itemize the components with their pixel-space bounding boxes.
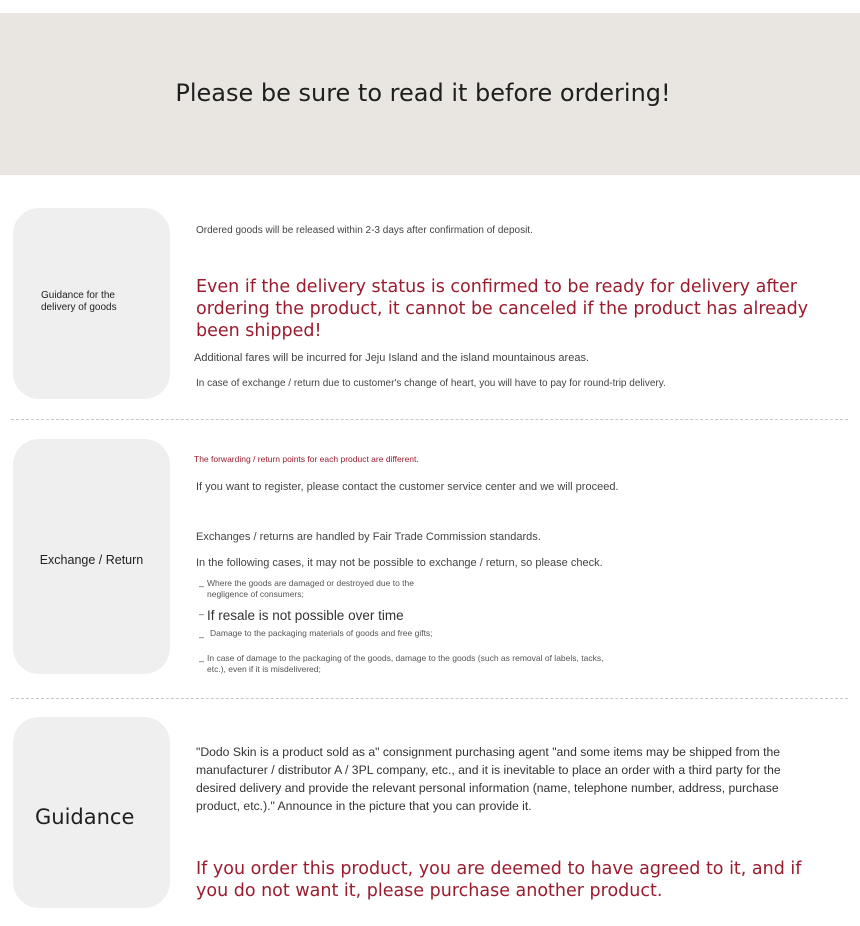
- page-title: Please be sure to read it before ordering!: [175, 79, 671, 107]
- bullet-marker: –: [199, 632, 205, 642]
- exchange-card: [13, 439, 170, 674]
- header-banner: [0, 13, 860, 175]
- bullet-marker: –: [199, 581, 205, 591]
- bullet-marker: –: [199, 656, 205, 666]
- delivery-release-text: Ordered goods will be released within 2-3 days after confirmation of deposit.: [196, 225, 533, 236]
- guidance-agreement-warning: If you order this product, you are deemed to have agreed to it, and if you do not want it, please purchase another product.: [196, 859, 802, 901]
- guidance-card: [13, 717, 170, 908]
- top-strip: [0, 0, 860, 13]
- guidance-paragraph: "Dodo Skin is a product sold as a" consignment purchasing agent "and some items may be shipped from the manufacturer / distributor A / 3PL company, etc., and it is inevitable to place an order with a third party for the desired delivery and provide the relevant personal information (name, telephone number, address, purchase product, etc.)." Announce in the picture that you can provide it.: [196, 745, 781, 813]
- exchange-check-text: In the following cases, it may not be possible to exchange / return, so please check.: [196, 557, 603, 569]
- exchange-label: Exchange / Return: [39, 553, 144, 567]
- delivery-card: [13, 208, 170, 399]
- delivery-label: Guidance for the delivery of goods: [41, 290, 117, 313]
- delivery-fare-text: Additional fares will be incurred for Jeju Island and the island mountainous areas.: [194, 352, 590, 364]
- exchange-standards-text: Exchanges / returns are handled by Fair Trade Commission standards.: [196, 531, 541, 543]
- exchange-points-note: The forwarding / return points for each product are different.: [194, 454, 419, 464]
- delivery-cancel-warning: Even if the delivery status is confirmed to be ready for delivery after ordering the product, it cannot be canceled if the product has already been shipped!: [196, 277, 809, 341]
- section-divider-2: [11, 698, 848, 699]
- exchange-item-1: Where the goods are damaged or destroyed due to the negligence of consumers;: [207, 578, 414, 599]
- exchange-item-2: If resale is not possible over time: [207, 608, 404, 623]
- exchange-register-text: If you want to register, please contact the customer service center and we will proceed.: [196, 481, 619, 493]
- delivery-return-cost-text: In case of exchange / return due to customer's change of heart, you will have to pay for round-trip delivery.: [196, 378, 666, 389]
- guidance-label: Guidance: [35, 805, 135, 829]
- bullet-marker: –: [199, 609, 205, 619]
- exchange-item-4: In case of damage to the packaging of the goods, damage to the goods (such as removal of labels, tacks, etc.), even if it is misdelivered;: [207, 653, 604, 674]
- section-divider-1: [11, 419, 848, 420]
- exchange-item-3: Damage to the packaging materials of goods and free gifts;: [210, 628, 433, 638]
